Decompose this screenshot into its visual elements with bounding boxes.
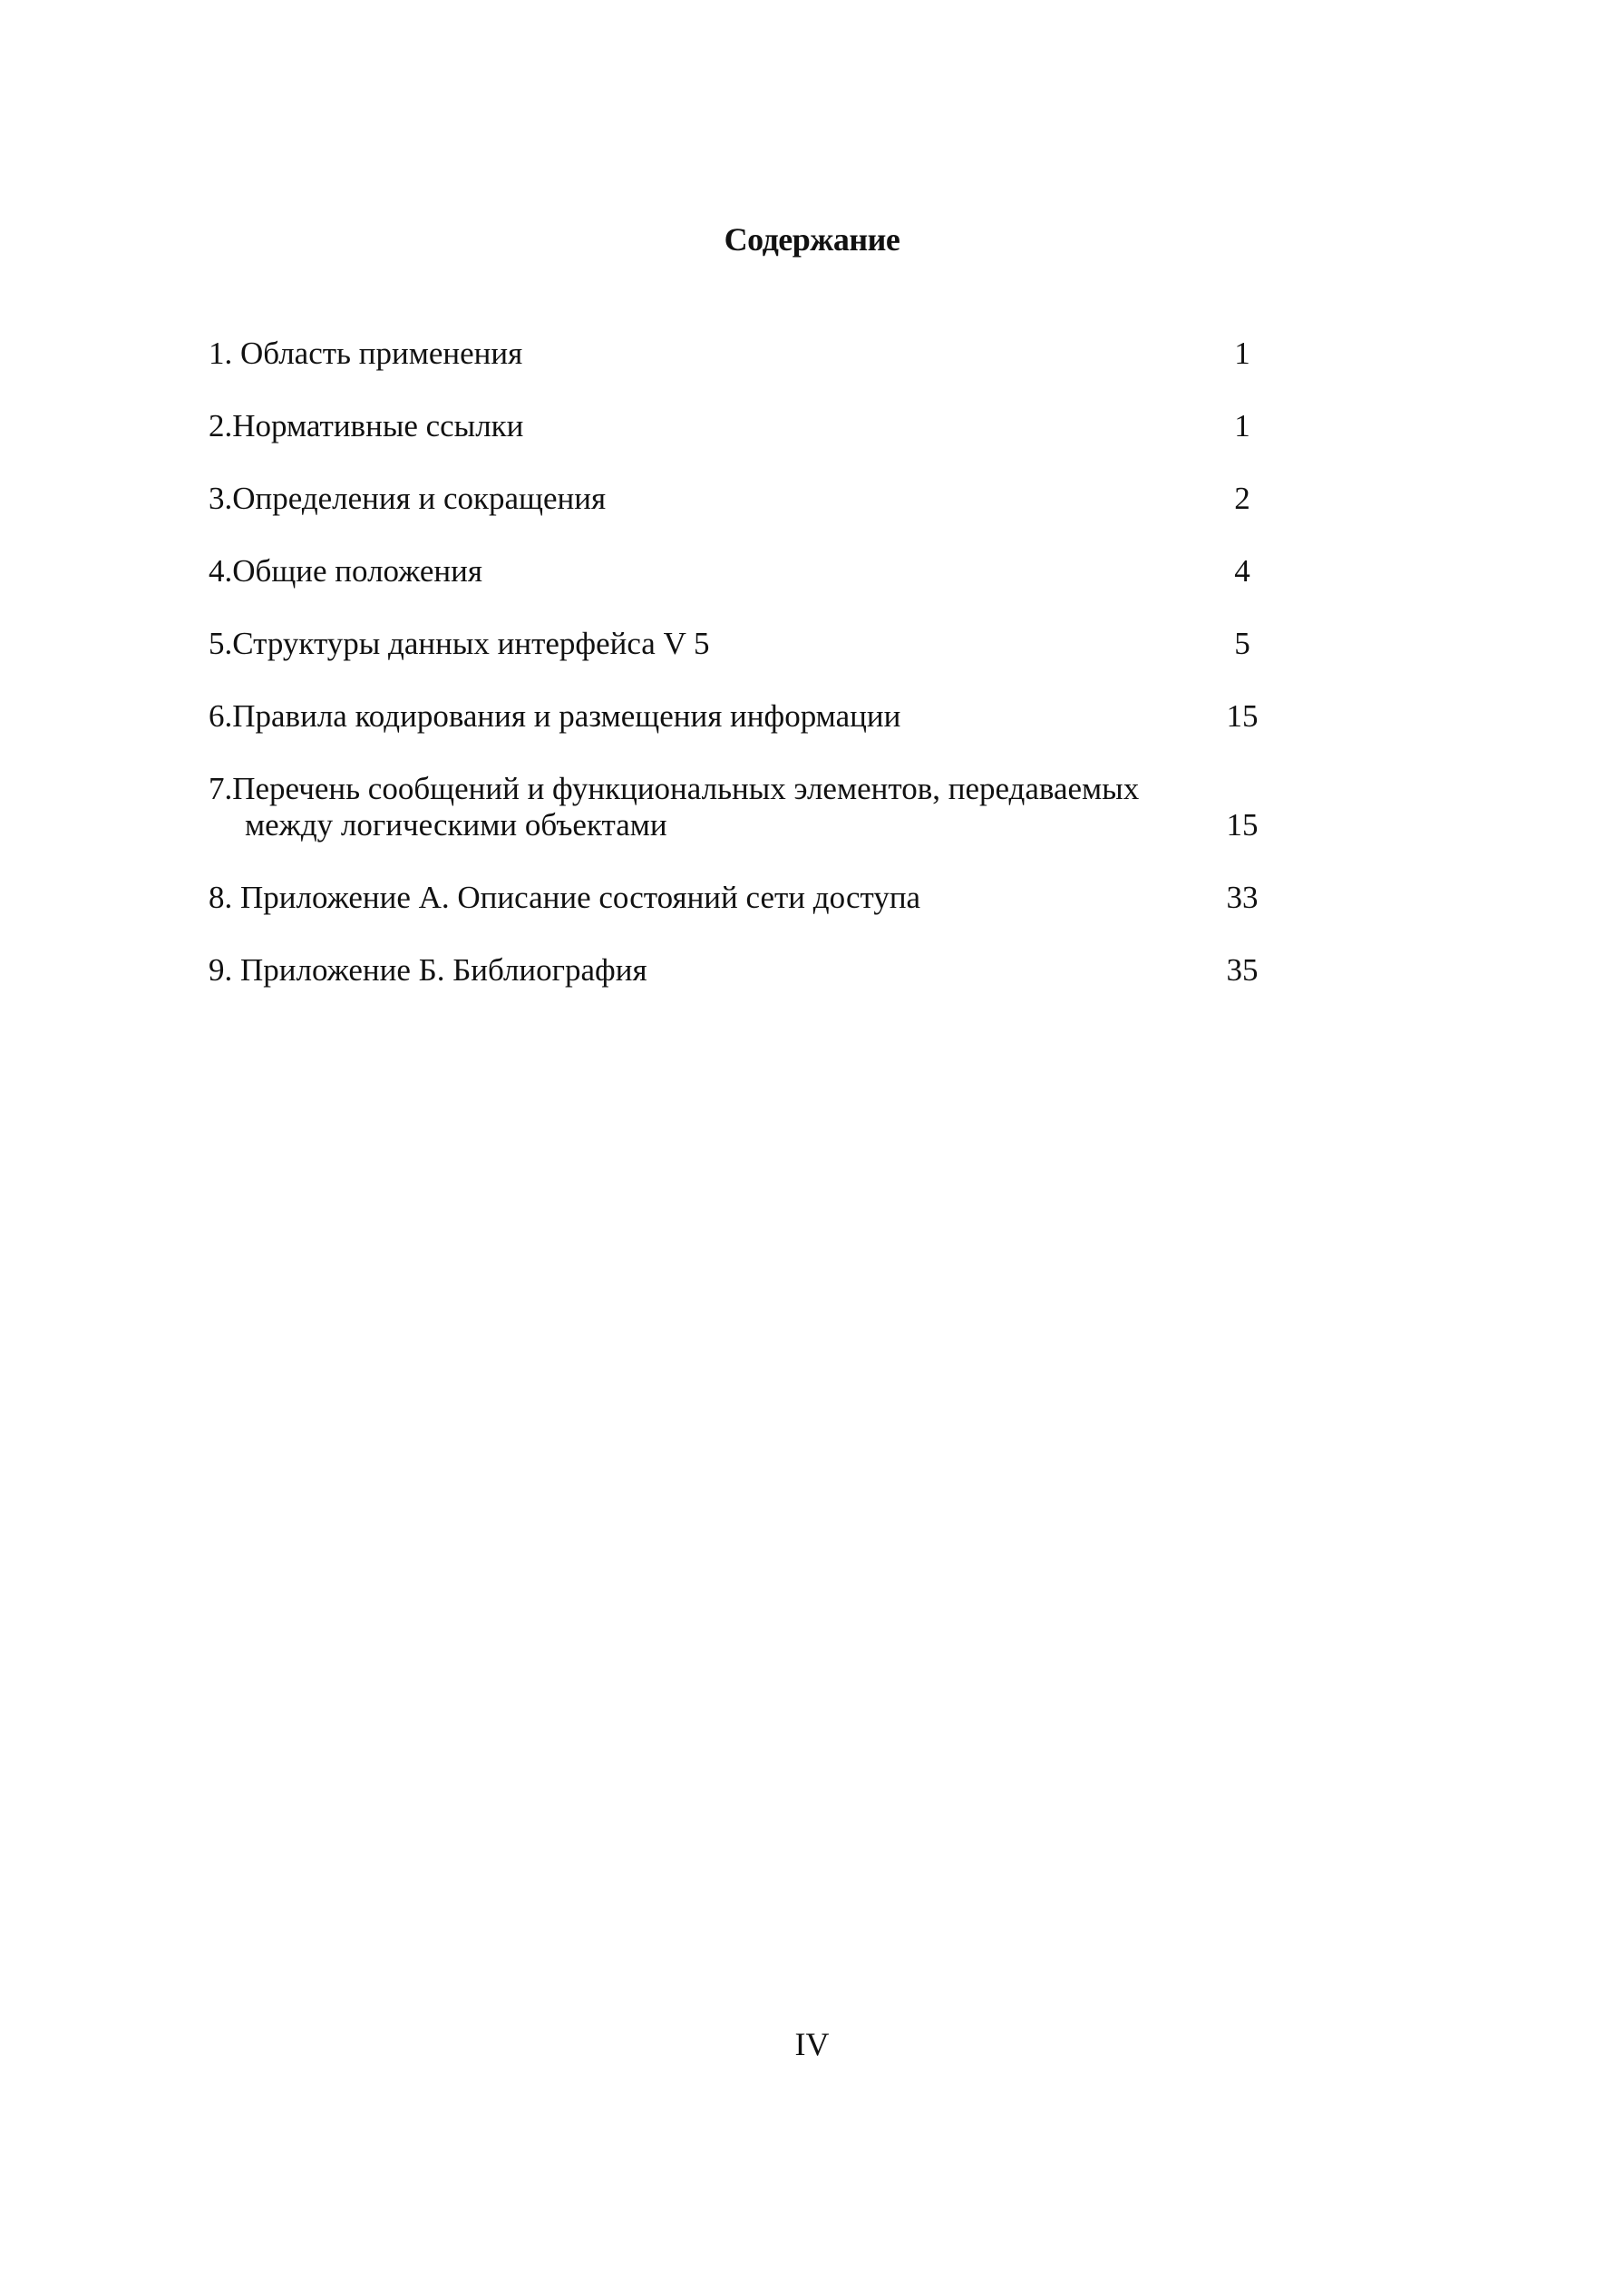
toc-entry-page: 35 (1226, 952, 1259, 988)
toc-entry-1 (209, 336, 1279, 372)
toc-entry-page: 4 (1234, 553, 1250, 589)
toc-entry-title: 5.Структуры данных интерфейса V 5 (209, 626, 710, 661)
toc-entry-title: 1. Область применения (209, 336, 523, 371)
toc-entry-title: 8. Приложение А. Описание состояний сети доступа (209, 880, 921, 915)
toc-entry-page: 15 (1226, 698, 1259, 734)
toc-entry-2 (209, 408, 1279, 444)
toc-entry-title: 4.Общие положения (209, 553, 482, 589)
toc-entry-8 (209, 880, 1279, 916)
toc-entry-title: 6.Правила кодирования и размещения информации (209, 698, 901, 734)
toc-entry-7 (209, 771, 1279, 843)
toc-entry-9 (209, 952, 1279, 989)
toc-entry-5 (209, 626, 1279, 662)
toc-entry-page: 33 (1226, 880, 1259, 915)
toc-entry-page: 15 (1226, 807, 1259, 843)
toc-entry-title: 7.Перечень сообщений и функциональных элементов, передаваемых (209, 771, 1140, 806)
toc-entry-title: 2.Нормативные ссылки (209, 408, 524, 443)
toc-entry-title: 3.Определения и сокращения (209, 481, 607, 516)
toc-entry-title: 9. Приложение Б. Библиография (209, 952, 647, 988)
toc-entry-page: 1 (1234, 336, 1250, 371)
toc-entry-title-continuation: между логическими объектами (245, 807, 667, 843)
page-number: IV (794, 2026, 830, 2062)
toc-entry-6 (209, 698, 1279, 735)
page-title: Содержание (724, 221, 900, 258)
toc-entry-page: 5 (1234, 626, 1250, 661)
toc-entry-page: 1 (1234, 408, 1250, 443)
toc-entry-4 (209, 553, 1279, 589)
toc-entry-3 (209, 481, 1279, 517)
toc-entry-page: 2 (1234, 481, 1250, 516)
